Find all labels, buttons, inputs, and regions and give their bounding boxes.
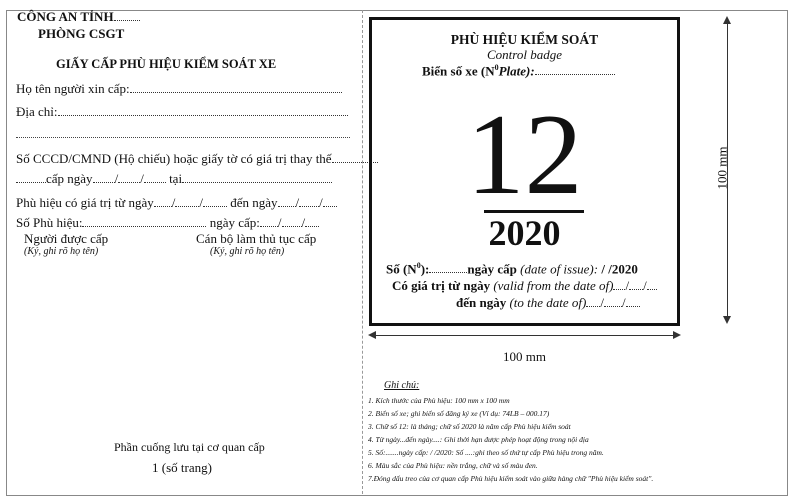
- height-dimension-label: 100 mm: [714, 146, 730, 190]
- badge-valid-to-row: đến ngày (to the date of) / /: [456, 295, 640, 311]
- signature-officer-title: Cán bộ làm thủ tục cấp: [196, 231, 317, 246]
- badge-no-issue-row: Số $(N^0)$: ngày cấp (date of issue): / /2020: [386, 261, 638, 277]
- badge-no-field[interactable]: [429, 262, 467, 273]
- badge-no-field[interactable]: [82, 216, 206, 227]
- note-item: 7.Đóng dấu treo của cơ quan cấp Phù hiệu kiểm soát vào giữa hàng chữ "Phù hiệu kiểm soát".: [368, 474, 654, 483]
- width-dimension-label: 100 mm: [503, 349, 546, 364]
- arrow-left-icon: [368, 331, 376, 339]
- badge-no-row: Số Phù hiệu: ngày cấp: / /: [16, 215, 319, 231]
- signature-recipient-note: (Ký, ghi rõ họ tên): [24, 246, 99, 257]
- badge-subtitle: Control badge: [487, 47, 562, 62]
- arrow-right-icon: [673, 331, 681, 339]
- badge-title: PHÙ HIỆU KIỂM SOÁT: [450, 32, 599, 47]
- applicant-field[interactable]: [130, 82, 342, 93]
- plate-row: Biển số xe $(N^0Plate)$:: [422, 63, 615, 79]
- address-field[interactable]: [58, 105, 348, 116]
- perforation-divider: [362, 10, 363, 494]
- arrow-up-icon: [723, 16, 731, 24]
- control-badge: [369, 17, 680, 326]
- badge-year: 2020: [488, 213, 561, 253]
- address-line-2[interactable]: [16, 137, 350, 138]
- plate-field[interactable]: [535, 64, 615, 75]
- notes-heading: Ghi chú:: [384, 380, 420, 391]
- badge-month-number: 12: [466, 91, 583, 219]
- stub-page-number: 1 (số trang): [152, 460, 212, 475]
- valid-row: Phù hiệu có giá trị từ ngày / / đến ngày / /: [16, 195, 337, 211]
- note-item: 1. Kích thước của Phù hiệu: 100 mm x 100 mm: [368, 396, 510, 405]
- form-title: GIẤY CẤP PHÙ HIỆU KIỂM SOÁT XE: [56, 57, 277, 71]
- note-item: 4. Từ ngày...đến ngày....: Ghi thời hạn được phép hoạt động trong nội địa: [368, 435, 589, 444]
- address-row: Địa chỉ:: [16, 104, 348, 120]
- note-item: 5. Số:.......ngày cấp: / /2020: Số ....:ghi theo số thứ tự cấp Phù hiệu trong năm.: [368, 448, 604, 457]
- note-item: 2. Biển số xe; ghi biển số đăng ký xe (Ví dụ: 74LB – 000.17): [368, 409, 550, 418]
- agency-line1: CÔNG AN TỈNH: [17, 9, 140, 25]
- note-item: 3. Chữ số 12: là tháng; chữ số 2020 là năm cấp Phù hiệu kiểm soát: [368, 422, 571, 431]
- issued-place-field[interactable]: [182, 172, 332, 183]
- note-item: 6. Màu sắc của Phù hiệu: nền trắng, chữ và số màu đen.: [368, 461, 538, 470]
- agency-line2: PHÒNG CSGT: [38, 26, 125, 41]
- issued-row: cấp ngày / / tại: [16, 171, 332, 187]
- arrow-down-icon: [723, 316, 731, 324]
- applicant-row: Họ tên người xin cấp:: [16, 81, 342, 97]
- width-dimension-line: [372, 335, 677, 336]
- signature-officer-note: (Ký, ghi rõ họ tên): [210, 246, 285, 257]
- badge-valid-from-row: Có giá trị từ ngày (valid from the date of) / /: [392, 278, 657, 294]
- signature-recipient-title: Người được cấp: [24, 231, 109, 246]
- stub-caption: Phần cuống lưu tại cơ quan cấp: [114, 440, 265, 454]
- id-row: Số CCCD/CMND (Hộ chiếu) hoặc giấy tờ có giá trị thay thế: [16, 151, 378, 167]
